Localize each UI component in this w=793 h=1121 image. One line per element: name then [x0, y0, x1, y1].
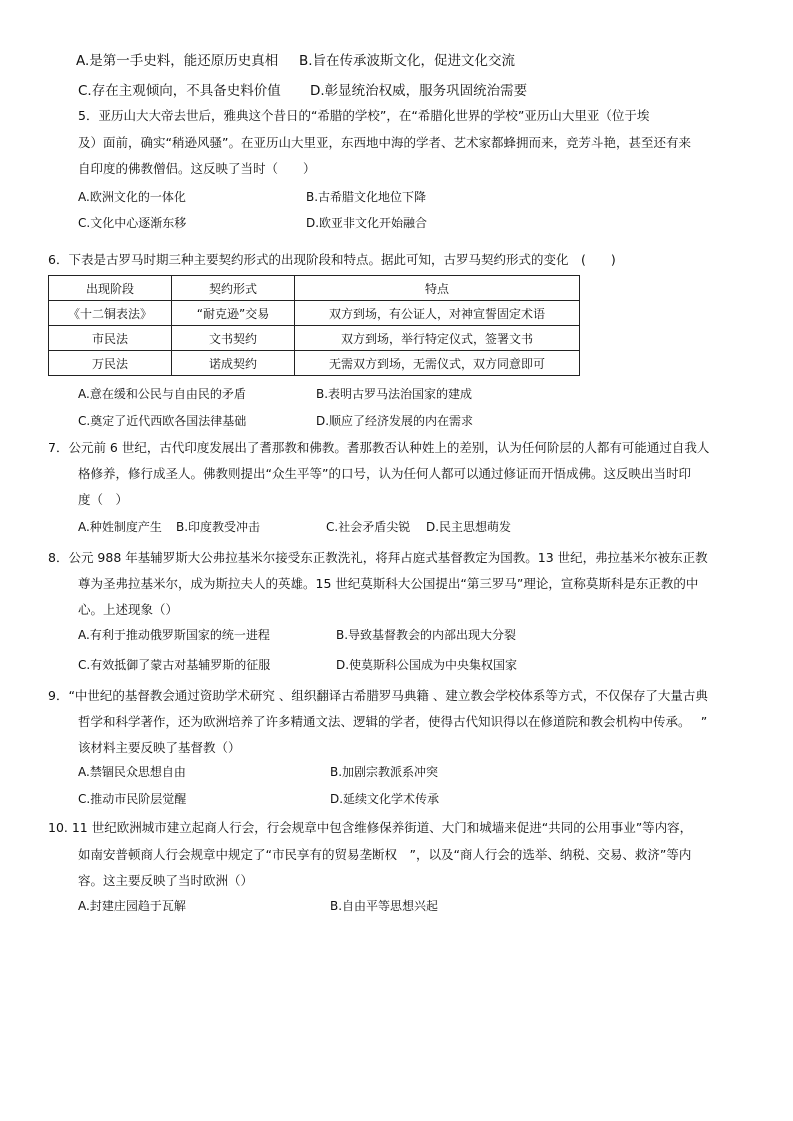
table-cell: “耐克逊”交易: [172, 301, 295, 326]
q5-option-c: C.文化中心逐渐东移: [78, 216, 187, 230]
q5-option-d: D.欧亚非文化开始融合: [306, 216, 428, 230]
table-cell: 双方到场，有公证人，对神宣誓固定术语: [295, 301, 580, 326]
table-row: [49, 301, 580, 326]
table-row: [49, 326, 580, 351]
table-cell: 双方到场，举行特定仪式，签署文书: [295, 326, 580, 351]
table-cell: 《十二铜表法》: [49, 301, 172, 326]
q9-stem-line-1: 9．“中世纪的基督教会通过资助学术研究 、组织翻译古希腊罗马典籍 、建立教会学校体系等方式，不仅保存了大量古典: [48, 688, 708, 703]
q6-option-a: A.意在缓和公民与自由民的矛盾: [78, 387, 246, 401]
q8-option-c: C.有效抵御了蒙古对基辅罗斯的征服: [78, 658, 271, 672]
q6-header-form: 契约形式: [172, 276, 295, 301]
q8-option-d: D.使莫斯科公国成为中央集权国家: [336, 658, 518, 672]
q6-table: [48, 275, 580, 376]
table-cell: 市民法: [49, 326, 172, 351]
q6-option-c: C.奠定了近代西欧各国法律基础: [78, 414, 247, 428]
q7-option-b: B.印度教受冲击: [176, 520, 261, 534]
q8-option-a: A.有利于推动俄罗斯国家的统一进程: [78, 628, 270, 642]
q7-option-c: C.社会矛盾尖锐: [326, 520, 411, 534]
q6-option-d: D.顺应了经济发展的内在需求: [316, 414, 474, 428]
q4-option-a: A.是第一手史料，能还原历史真相: [76, 53, 279, 69]
q10-stem-line-3: 容。这主要反映了当时欧洲（）: [78, 873, 254, 888]
q10-stem-line-1: 10. 11 世纪欧洲城市建立起商人行会，行会规章中包含维修保养街道、大门和城墙来促进“共同的公用事业”等内容，: [48, 820, 693, 835]
q8-stem-line-3: 心。上述现象（）: [78, 602, 179, 617]
q9-option-c: C.推动市民阶层觉醒: [78, 792, 187, 806]
q6-header-features: 特点: [295, 276, 580, 301]
q5-option-b: B.古希腊文化地位下降: [306, 190, 427, 204]
table-cell: 无需双方到场，无需仪式，双方同意即可: [295, 351, 580, 376]
q4-option-b: B.旨在传承波斯文化，促进文化交流: [299, 53, 516, 69]
q8-stem-line-2: 尊为圣弗拉基米尔，成为斯拉夫人的英雄。15 世纪莫斯科大公国提出“第三罗马”理论，宣称莫斯科是东正教的中: [78, 576, 699, 591]
q7-option-d: D.民主思想萌发: [426, 520, 512, 534]
q6-option-b: B.表明古罗马法治国家的建成: [316, 387, 473, 401]
q6-table-header-row: [49, 276, 580, 301]
q9-stem-line-2: 哲学和科学著作，还为欧洲培养了许多精通文法、逻辑的学者，使得古代知识得以在修道院和教会机构中传承。 ”: [78, 714, 708, 729]
q10-option-b: B.自由平等思想兴起: [330, 899, 439, 913]
table-cell: 文书契约: [172, 326, 295, 351]
q10-stem-line-2: 如南安普顿商人行会规章中规定了“市民享有的贸易垄断权 ”，以及“商人行会的选举、纳税、交易、救济”等内: [78, 847, 692, 862]
q7-stem-line-2: 格修养，修行成圣人。佛教则提出“众生平等”的口号，认为任何人都可以通过修证而开悟成佛。这反映出当时印: [78, 466, 691, 481]
q8-stem-line-1: 8．公元 988 年基辅罗斯大公弗拉基米尔接受东正教洗礼，将拜占庭式基督教定为国教。13 世纪，弗拉基米尔被东正教: [48, 550, 708, 565]
q5-stem-line-3: 自印度的佛教僧侣。这反映了当时（ ）: [78, 161, 316, 176]
q8-option-b: B.导致基督教会的内部出现大分裂: [336, 628, 517, 642]
table-cell: 诺成契约: [172, 351, 295, 376]
q6-header-stage: 出现阶段: [49, 276, 172, 301]
q4-option-d: D.彰显统治权威，服务巩固统治需要: [310, 83, 528, 99]
q5-option-a: A.欧洲文化的一体化: [78, 190, 186, 204]
q7-stem-line-3: 度（ ）: [78, 492, 129, 507]
q6-stem: 6．下表是古罗马时期三种主要契约形式的出现阶段和特点。据此可知，古罗马契约形式的变化 ( ): [48, 252, 616, 267]
q9-option-a: A.禁锢民众思想自由: [78, 765, 186, 779]
table-cell: 万民法: [49, 351, 172, 376]
q10-option-a: A.封建庄园趋于瓦解: [78, 899, 186, 913]
q7-option-a: A.种姓制度产生: [78, 520, 162, 534]
q5-stem-line-1: 5．亚历山大大帝去世后，雅典这个昔日的“希腊的学校”，在“希腊化世界的学校”亚历山大里亚（位于埃: [78, 108, 650, 123]
table-row: [49, 351, 580, 376]
q9-stem-line-3: 该材料主要反映了基督教（）: [78, 740, 241, 755]
q7-stem-line-1: 7．公元前 6 世纪，古代印度发展出了耆那教和佛教。耆那教否认种姓上的差别，认为任何阶层的人都有可能通过自我人: [48, 440, 710, 455]
q4-option-c: C.存在主观倾向，不具备史料价值: [78, 83, 281, 99]
q9-option-b: B.加剧宗教派系冲突: [330, 765, 439, 779]
q9-option-d: D.延续文化学术传承: [330, 792, 440, 806]
q5-stem-line-2: 及）面前，确实“稍逊风骚”。在亚历山大里亚，东西地中海的学者、艺术家都蜂拥而来，竞芳斗艳，甚至还有来: [78, 135, 691, 150]
